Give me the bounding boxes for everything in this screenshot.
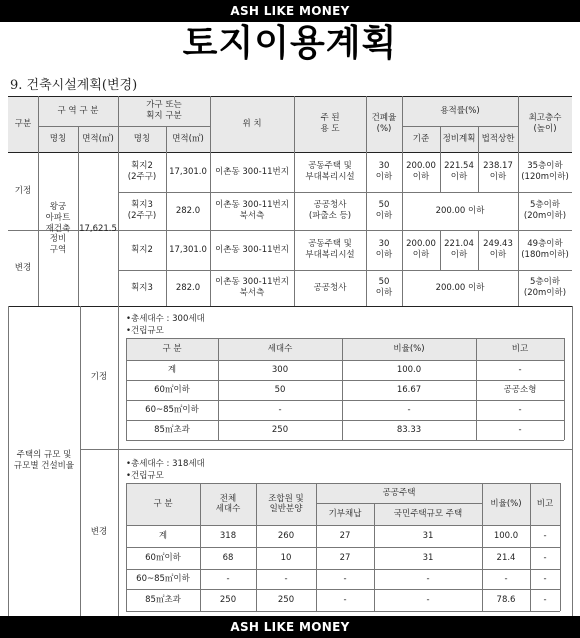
col-ratio: 비율(%) [490, 498, 522, 509]
group-existing: 기정 [14, 185, 32, 196]
col-gubun: 구 분 [153, 498, 173, 509]
row-note: - [543, 530, 547, 541]
row-ratio: 21.4 [496, 552, 516, 563]
header-location: 위 치 [242, 118, 262, 129]
district-name: 왕궁 아파트 재건축 정비 구역 [45, 202, 71, 255]
row-label: 계 [158, 530, 168, 541]
rule [80, 449, 572, 450]
block-name: 획지3 (2주구) [127, 200, 157, 221]
row-label: 85㎡초과 [145, 594, 181, 605]
location: 이촌동 300-11번지 [215, 166, 289, 177]
row-households: 300 [271, 364, 289, 375]
header-coverage: 건폐율 (%) [371, 113, 397, 134]
rule [126, 611, 560, 612]
col-national: 국민주택규모 주택 [393, 508, 463, 519]
row-ratio: 100.0 [396, 364, 422, 375]
rule [572, 306, 573, 616]
row-member: - [284, 573, 288, 584]
row-note: - [543, 573, 547, 584]
coverage: 50 이하 [375, 200, 393, 221]
far-merged: 200.00 이하 [435, 205, 485, 216]
row-note: - [518, 424, 522, 435]
rule [126, 440, 564, 441]
district-area: 17,621.5 [79, 223, 117, 234]
row-ratio: - [504, 573, 508, 584]
row-total: 318 [219, 530, 237, 541]
coverage: 50 이하 [375, 277, 393, 298]
row-member: 10 [280, 552, 292, 563]
header-area: 면적(㎡) [82, 133, 114, 144]
top-banner: ASH LIKE MONEY [0, 0, 580, 22]
col-total: 전체 세대수 [215, 493, 241, 514]
bottom-banner: ASH LIKE MONEY [0, 616, 580, 638]
col-households: 세대수 [267, 343, 293, 354]
existing-total-households: •총세대수 : 300세대 [126, 314, 205, 324]
row-ratio: 78.6 [496, 594, 516, 605]
location: 이촌동 300-11번지 [215, 244, 289, 255]
existing-label: 기정 [90, 372, 108, 383]
block-name: 획지2 [131, 244, 153, 255]
header-district: 구 역 구 분 [57, 105, 99, 116]
col-note: 비고 [536, 498, 554, 509]
rule [564, 338, 565, 440]
group-changed: 변경 [14, 262, 32, 273]
col-ratio: 비율(%) [393, 343, 425, 354]
row-note: - [518, 404, 522, 415]
row-total: - [226, 573, 230, 584]
row-member: 250 [277, 594, 295, 605]
changed-scale: •건립규모 [126, 471, 164, 481]
row-label: 계 [167, 364, 177, 375]
existing-scale-table [126, 338, 564, 440]
header-block: 가구 또는 획지 구분 [146, 100, 182, 121]
header-block-area: 면적(㎡) [172, 133, 204, 144]
far-base: 200.00 이하 [406, 239, 436, 260]
max-height: 5층이하 (20m이하) [523, 200, 567, 221]
coverage: 30 이하 [375, 161, 393, 182]
header-use: 주 된 용 도 [320, 113, 340, 134]
header-gubun: 구분 [14, 118, 32, 129]
block-area: 17,301.0 [169, 166, 207, 177]
main-use: 공동주택 및 부대복리시설 [305, 239, 355, 260]
block-name: 획지3 [131, 282, 153, 293]
block-area: 282.0 [175, 205, 201, 216]
max-height: 35층이하 (120m이하) [521, 161, 569, 182]
far-legal: 249.43 이하 [483, 239, 513, 260]
main-use: 공동주택 및 부대복리시설 [305, 161, 355, 182]
max-height: 49층이하 (180m이하) [521, 239, 569, 260]
existing-scale: •건립규모 [126, 326, 164, 336]
far-plan: 221.54 이하 [444, 161, 474, 182]
page-title: 토지이용계획 [182, 23, 398, 64]
row-total: 68 [222, 552, 234, 563]
col-gubun: 구 분 [162, 343, 182, 354]
header-height: 최고층수 (높이) [528, 113, 562, 134]
row-note: - [518, 364, 522, 375]
header-far: 용적률(%) [440, 105, 480, 116]
far-plan: 221.04 이하 [444, 239, 474, 260]
row-member: 260 [277, 530, 295, 541]
max-height: 5층이하 (20m이하) [523, 277, 567, 298]
header-name: 명칭 [49, 133, 67, 144]
row-label: 60㎡이하 [145, 552, 181, 563]
row-national: 31 [422, 552, 434, 563]
coverage: 30 이하 [375, 239, 393, 260]
row-national: 31 [422, 530, 434, 541]
header-far-legal: 법적상한 [481, 133, 515, 144]
rule [118, 306, 119, 616]
row-donation: 27 [339, 530, 351, 541]
row-donation: - [343, 594, 347, 605]
row-households: 50 [274, 384, 286, 395]
row-households: - [278, 404, 282, 415]
location: 이촌동 300-11번지 북서측 [215, 200, 289, 221]
header-block-name: 명칭 [133, 133, 151, 144]
col-public: 공공주택 [382, 487, 416, 498]
col-note: 비고 [511, 343, 529, 354]
row-donation: - [343, 573, 347, 584]
row-label: 85㎡초과 [154, 424, 190, 435]
row-label: 60~85㎡이하 [136, 573, 190, 584]
row-label: 60㎡이하 [154, 384, 190, 395]
row-ratio: 100.0 [493, 530, 519, 541]
row-label: 60~85㎡이하 [145, 404, 199, 415]
section-title: 9. 건축시설계획(변경) [10, 78, 138, 93]
rule [560, 483, 561, 611]
location: 이촌동 300-11번지 북서측 [215, 277, 289, 298]
block-area: 17,301.0 [169, 244, 207, 255]
row-note: 공공소형 [503, 384, 537, 395]
housing-label: 주택의 규모 및 규모별 건설비율 [13, 450, 75, 471]
changed-total-households: •총세대수 : 318세대 [126, 459, 205, 469]
header-far-base: 기준 [412, 133, 430, 144]
row-ratio: 83.33 [396, 424, 422, 435]
col-member: 조합원 및 일반분양 [268, 493, 304, 514]
row-total: 250 [219, 594, 237, 605]
block-name: 획지2 (2주구) [127, 161, 157, 182]
row-national: - [426, 573, 430, 584]
row-note: - [543, 594, 547, 605]
main-use: 공공청사 (파출소 등) [308, 200, 352, 221]
far-legal: 238.17 이하 [483, 161, 513, 182]
row-ratio: - [407, 404, 411, 415]
far-base: 200.00 이하 [406, 161, 436, 182]
main-use: 공공청사 [313, 282, 347, 293]
col-donation: 기부채납 [328, 508, 362, 519]
row-ratio: 16.67 [396, 384, 422, 395]
changed-label: 변경 [90, 527, 108, 538]
row-donation: 27 [339, 552, 351, 563]
header-far-plan: 정비계획 [442, 133, 476, 144]
row-note: - [543, 552, 547, 563]
far-merged: 200.00 이하 [435, 282, 485, 293]
row-households: 250 [271, 424, 289, 435]
building-plan-table [8, 96, 572, 306]
block-area: 282.0 [175, 282, 201, 293]
row-national: - [426, 594, 430, 605]
changed-scale-table [126, 483, 560, 611]
